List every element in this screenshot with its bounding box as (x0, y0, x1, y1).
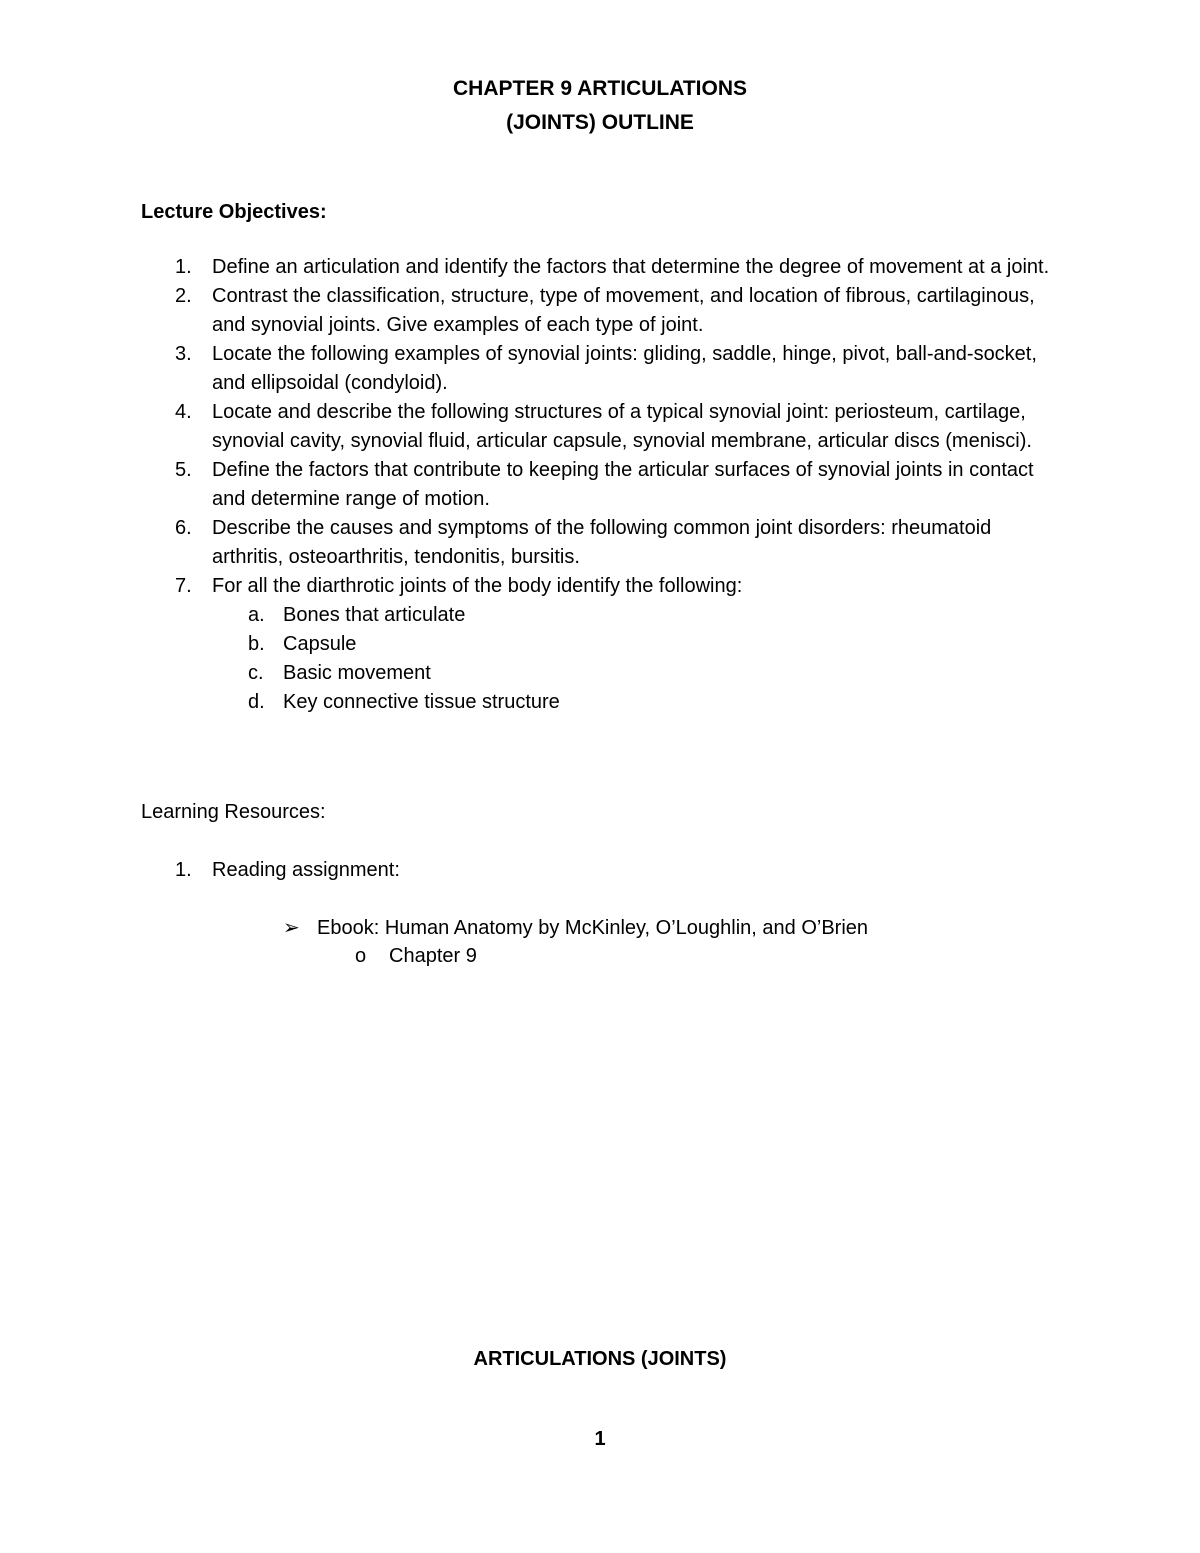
objective-number: 2. (175, 285, 192, 307)
objective-item (141, 398, 1061, 456)
sub-item-letter: c. (248, 662, 264, 684)
section-title: ARTICULATIONS (JOINTS) (473, 1348, 727, 1370)
sub-item-text: Basic movement (283, 662, 431, 684)
document-title-line-1: CHAPTER 9 ARTICULATIONS (453, 77, 747, 100)
ebook-text: Ebook: Human Anatomy by McKinley, O’Loughlin, and O’Brien (317, 917, 869, 939)
objective-item (141, 456, 1061, 514)
resource-text: Reading assignment: (212, 859, 400, 881)
arrow-bullet-icon: ➢ (283, 917, 300, 939)
sub-item-text: Key connective tissue structure (283, 691, 560, 713)
objective-item (141, 572, 1061, 717)
objective-text: Define the factors that contribute to keeping the articular surfaces of synovial joints in contact and determine range of motion. (212, 459, 1034, 510)
objective-number: 5. (175, 459, 192, 481)
objective-number: 1. (175, 256, 192, 278)
sub-item (212, 688, 1061, 717)
sub-item-letter: d. (248, 691, 265, 713)
objectives-list (141, 253, 1061, 717)
sub-item-letter: a. (248, 604, 265, 626)
objective-text: For all the diarthrotic joints of the body identify the following: (212, 575, 743, 597)
page-number: 1 (594, 1428, 606, 1450)
resources-heading: Learning Resources: (141, 801, 326, 823)
sub-item (212, 601, 1061, 630)
objective-item (141, 514, 1061, 572)
objective-text: Describe the causes and symptoms of the following common joint disorders: rheumatoid arthritis, osteoarthritis, tendonitis, bursitis. (212, 517, 992, 568)
objective-number: 6. (175, 517, 192, 539)
sub-item-letter: b. (248, 633, 265, 655)
sub-item (212, 630, 1061, 659)
circle-bullet-icon: o (355, 945, 367, 967)
objective-item (141, 282, 1061, 340)
sub-item (212, 659, 1061, 688)
ebook-item (283, 914, 868, 943)
document-title-line-2: (JOINTS) OUTLINE (506, 111, 694, 134)
diarthrotic-sublist (212, 601, 1061, 717)
objective-number: 3. (175, 343, 192, 365)
objective-item (141, 340, 1061, 398)
chapter-text: Chapter 9 (389, 945, 477, 967)
sub-item-text: Bones that articulate (283, 604, 466, 626)
sub-item-text: Capsule (283, 633, 357, 655)
objectives-heading: Lecture Objectives: (141, 201, 327, 223)
objective-text: Contrast the classification, structure, type of movement, and location of fibrous, cartilaginous, and synovial joints. Give examples of each type of joint. (212, 285, 1035, 336)
objective-text: Locate and describe the following structures of a typical synovial joint: periosteum, cartilage, synovial cavity, synovial fluid, articular capsule, synovial membrane, articular discs (menisci). (212, 401, 1032, 452)
chapter-item (355, 942, 477, 971)
objective-number: 4. (175, 401, 192, 423)
resource-number: 1. (175, 859, 192, 881)
objective-text: Define an articulation and identify the factors that determine the degree of movement at a joint. (212, 256, 1050, 278)
objective-number: 7. (175, 575, 192, 597)
objective-item (141, 253, 1061, 282)
objective-text: Locate the following examples of synovial joints: gliding, saddle, hinge, pivot, ball-and-socket, and ellipsoidal (condyloid). (212, 343, 1037, 394)
